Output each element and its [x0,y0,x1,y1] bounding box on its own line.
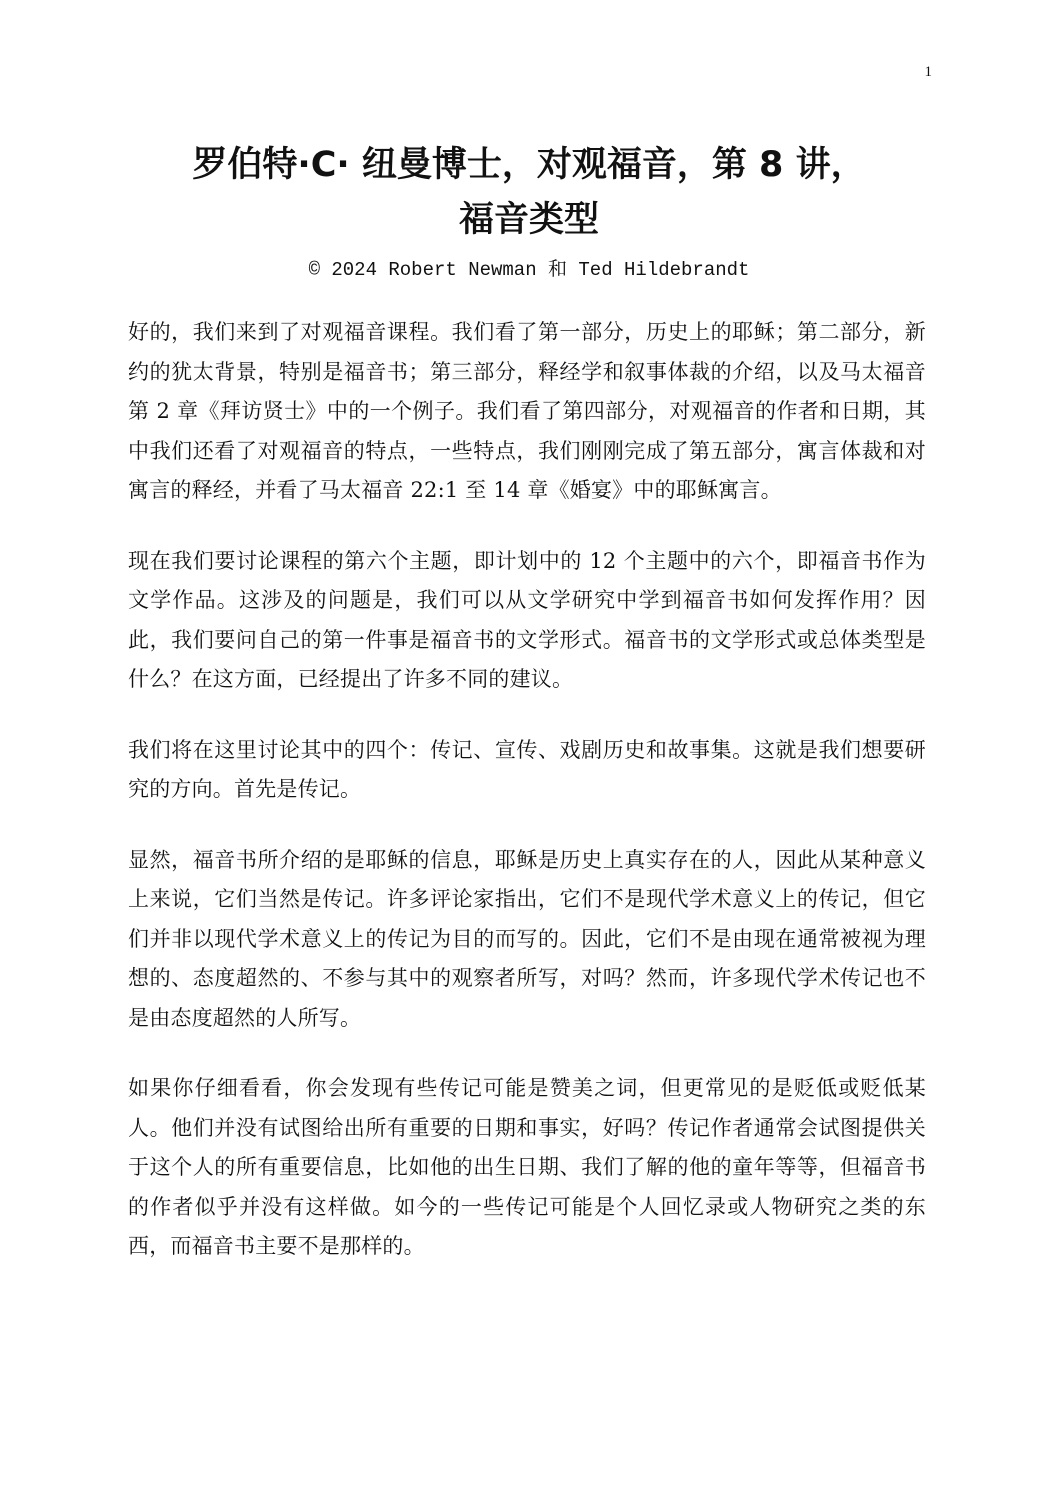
paragraph: 好的，我们来到了对观福音课程。我们看了第一部分，历史上的耶稣；第二部分，新约的犹太背景，特别是福音书；第三部分，释经学和叙事体裁的介绍，以及马太福音第 2 章《拜访贤士》中的一个例子。我们看了第四部分，对观福音的作者和日期，其中我们还看了对观福音的特点，一些特点，我们刚刚完成了第五部分，寓言体裁和对寓言的释经，并看了马太福音 22:1 至 14 章《婚宴》中的耶稣寓言。 [128,320,926,502]
paragraph: 如果你仔细看看，你会发现有些传记可能是赞美之词，但更常见的是贬低或贬低某人。他们并没有试图给出所有重要的日期和事实，好吗？传记作者通常会试图提供关于这个人的所有重要信息，比如他的出生日期、我们了解的他的童年等等，但福音书的作者似乎并没有这样做。如今的一些传记可能是个人回忆录或人物研究之类的东西，而福音书主要不是那样的。 [128,1076,926,1258]
document-body [128,313,926,1298]
paragraph: 显然，福音书所介绍的是耶稣的信息，耶稣是历史上真实存在的人，因此从某种意义上来说，它们当然是传记。许多评论家指出，它们不是现代学术意义上的传记，但它们并非以现代学术意义上的传记为目的而写的。因此，它们不是由现在通常被视为理想的、态度超然的、不参与其中的观察者所写，对吗？然而，许多现代学术传记也不是由态度超然的人所写。 [128,847,926,1030]
document-title [100,138,958,248]
paragraph: 现在我们要讨论课程的第六个主题，即计划中的 12 个主题中的六个，即福音书作为文学作品。这涉及的问题是，我们可以从文学研究中学到福音书如何发挥作用？因此，我们要问自己的第一件事是福音书的文学形式。福音书的文学形式或总体类型是什么？在这方面，已经提出了许多不同的建议。 [128,548,926,691]
page-number: 1 [924,64,932,80]
copyright-line: © 2024 Robert Newman 和 Ted Hildebrandt [308,259,750,281]
title-line-1: 罗伯特·C· 纽曼博士，对观福音，第 8 讲， [192,145,866,185]
title-line-2: 福音类型 [458,200,599,240]
paragraph: 我们将在这里讨论其中的四个：传记、宣传、戏剧历史和故事集。这就是我们想要研究的方向。首先是传记。 [128,737,926,801]
